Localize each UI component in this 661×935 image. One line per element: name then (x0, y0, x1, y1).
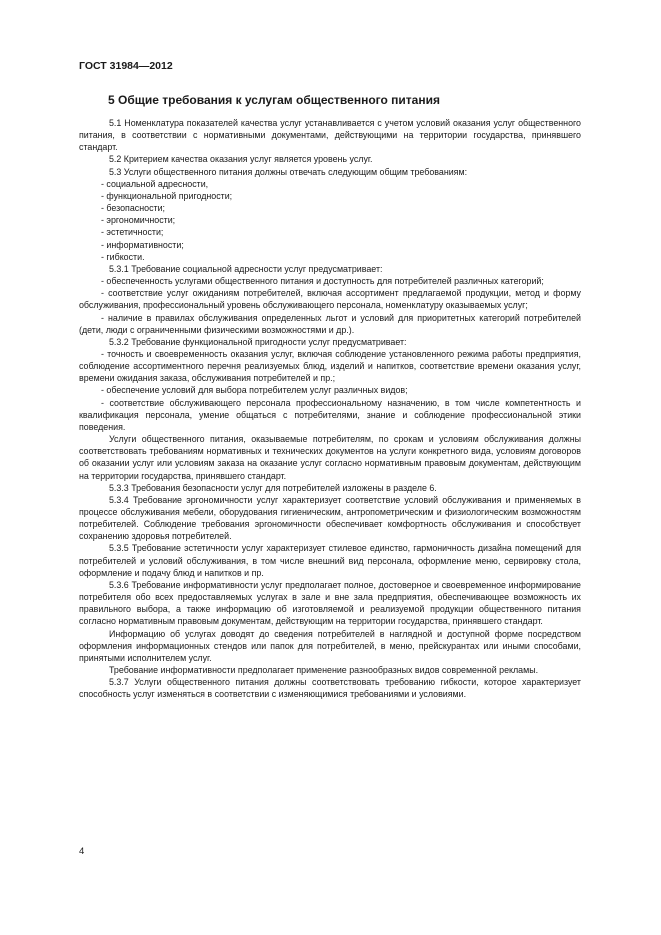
paragraph: 5.3.2 Требование функциональной пригодности услуг предусматривает: (109, 336, 407, 347)
paragraph: 5.3 Услуги общественного питания должны отвечать следующим общим требованиям: (109, 166, 468, 177)
list-item: - функциональной пригодности; (101, 190, 233, 201)
list-item: - обеспечение условий для выбора потребителем услуг различных видов; (101, 385, 408, 396)
list-item: - обеспеченность услугами общественного питания и доступность для потребителей различных категорий; (101, 276, 544, 287)
list-item: - эргономичности; (101, 215, 176, 226)
list-item: - информативности; (101, 239, 184, 250)
list-item: - соответствие услуг ожиданиям потребителей, включая ассортимент предлагаемой продукции, метод и форму обслуживания, профессиональный уровень обслуживающего персонала, номенклатуру оказываемых услуг; (79, 288, 581, 311)
paragraph: 5.2 Критерием качества оказания услуг является уровень услуг. (109, 154, 373, 165)
list-item: - соответствие обслуживающего персонала профессиональному назначению, в том числе компетентность и квалификация персонала, умение общаться с потребителями, знание и соблюдение профессиональной этики поведения. (79, 397, 581, 432)
standard-header: ГОСТ 31984—2012 (79, 60, 173, 72)
page-number: 4 (79, 846, 85, 857)
paragraph: 5.3.7 Услуги общественного питания должны соответствовать требованию гибкости, которое характеризует способность услуг изменяться в соответствии с изменяющимися требованиями и условиями. (79, 677, 581, 700)
section-body (79, 117, 581, 701)
paragraph: Требование информативности предполагает применение разнообразных видов современной рекламы. (109, 665, 539, 676)
list-item: - эстетичности; (101, 227, 164, 238)
section-title: 5 Общие требования к услугам общественного питания (108, 93, 440, 107)
paragraph: 5.3.6 Требование информативности услуг предполагает полное, достоверное и своевременное информирование потребителя обо всех предоставляемых услугах в зале и вне зала предприятия, обеспечивающее возможность их правильного выбора, а также информацию об изготовляемой и реализуемой продукции общественного питания согласно нормативным правовым документам, действующим на территории государства, принявшего стандарт. (79, 579, 581, 627)
paragraph: Услуги общественного питания, оказываемые потребителям, по срокам и условиям обслуживания должны соответствовать требованиям нормативных и технических документов на услуги конкретного вида, условиям договоров об оказании услуг или условиям заказа на оказание услуг согласно нормативным правовым документам, действующим на территории государства, принявшего стандарт. (79, 434, 581, 481)
paragraph: 5.3.5 Требование эстетичности услуг характеризует стилевое единство, гармоничность дизайна помещений для потребителей и условий обслуживания, в том числе внешний вид персонала, оформление меню, сервировку стола, оформление и подачу блюд и напитков и пр. (79, 543, 581, 578)
paragraph: 5.3.4 Требование эргономичности услуг характеризует соответствие условий обслуживания и применяемых в процессе обслуживания мебели, оборудования гигиеническим, антропометрическим и физиологическим возможностям потребителей. Соблюдение требования эргономичности обеспечивает комфортность обслуживания и способствует сохранению здоровья потребителей. (79, 494, 581, 542)
list-item: - безопасности; (101, 203, 165, 214)
paragraph: 5.1 Номенклатура показателей качества услуг устанавливается с учетом условий оказания услуг общественного питания, в соответствии с нормативными документами, действующими на территории государства, принявшего стандарт. (79, 118, 581, 153)
paragraph: 5.3.1 Требование социальной адресности услуг предусматривает: (109, 263, 383, 274)
list-item: - наличие в правилах обслуживания определенных льгот и условий для приоритетных категорий потребителей (дети, люди с ограниченными физическими возможностями и др.). (79, 312, 581, 335)
paragraph: Информацию об услугах доводят до сведения потребителей в наглядной и доступной форме посредством оформления информационных стендов или папок для потребителей, в меню, прейскурантах или иными способами, принятыми исполнителем услуг. (79, 628, 581, 663)
list-item: - социальной адресности, (101, 178, 209, 189)
list-item: - точность и своевременность оказания услуг, включая соблюдение установленного режима работы предприятия, соблюдение ассортиментного перечня реализуемых блюд, изделий и напитков, соответствие времени оказания услуг, времени ожидания заказа, обслуживания потребителей и пр.; (79, 348, 581, 384)
paragraph: 5.3.3 Требования безопасности услуг для потребителей изложены в разделе 6. (109, 482, 437, 493)
list-item: - гибкости. (101, 251, 145, 262)
